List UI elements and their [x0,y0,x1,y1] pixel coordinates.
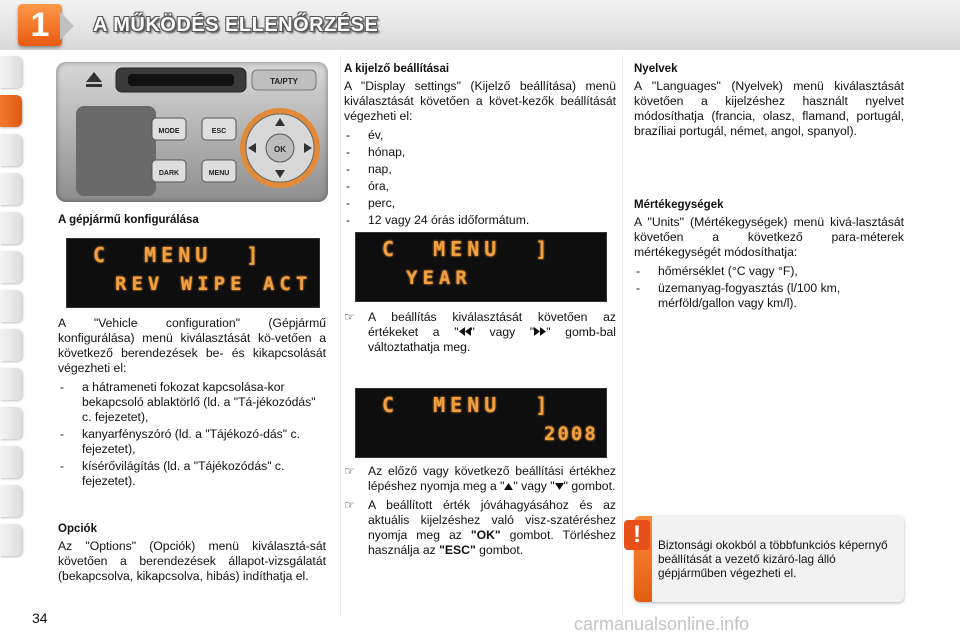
lcd-display-value [355,388,607,458]
list-item: - hónap, [344,145,616,160]
languages-section [634,62,904,143]
note-text: " vagy " [513,479,555,493]
side-tab[interactable] [0,134,22,166]
mode-button-label: MODE [158,128,180,135]
lcd-line-1: C MENU ] [93,243,264,267]
side-tab[interactable] [0,251,22,283]
display-settings-intro: A "Display settings" (Kijelző beállítása) menü kiválasztását követően a követ-kezők beállítását végezheti el: [344,79,616,123]
display-settings-heading: A kijelző beállításai [344,63,450,75]
chapter-arrow-icon [60,12,74,40]
lcd-line-1: C MENU ] [382,237,553,261]
control-panel-illustration [56,62,328,202]
list-item: - év, [344,128,616,143]
bullet-note [344,464,616,494]
column-divider [622,55,623,615]
ok-button-label: OK [274,145,286,154]
list-item: - kanyarfényszóró (ld. a "Tájékozó-dás" c. fejezetet), [58,427,326,457]
list-item: - nap, [344,162,616,177]
side-tab[interactable] [0,524,22,556]
dark-button-label: DARK [158,170,180,177]
languages-text: A "Languages" (Nyelvek) menü kiválasztását követően a kijelzéshez használt nyelvet módosíthatja (francia, olasz, flamand, portugál, brazíliai portugál, német, angol, spanyol). [634,79,904,138]
esc-button-label: ESC [211,128,227,135]
lcd-display-year [355,232,607,302]
list-item: - üzemanyag-fogyasztás (l/100 km, mérföld/gallon vagy km/l). [634,281,904,311]
side-tab[interactable] [0,212,22,244]
chapter-side-tabs [0,56,28,563]
options-text: Az "Options" (Opciók) menü kiválasztá-sát követően a berendezések állapot-vizsgálatát (bekapcsolva, kikapcsolva, hibás) indíthatja el. [58,539,326,583]
languages-heading: Nyelvek [634,63,678,75]
warning-text: Biztonsági okokból a többfunkciós képernyő beállítását a vezető kizáró-lag álló gépjárműben végezheti el. [658,538,888,580]
esc-button-ref: "ESC" [439,543,476,557]
options-section [58,522,326,588]
note-text: " gomb-bal változtathatja meg. [368,325,616,354]
watermark: carmanualsonline.info [574,614,750,634]
column-vehicle-config [58,213,326,230]
side-tab[interactable] [0,446,22,478]
list-item: - hőmérséklet (°C vagy °F), [634,264,904,279]
note-text: " vagy " [470,325,535,339]
units-list [634,264,904,311]
lcd-display-vehicle-config [66,238,320,308]
page-number: 34 [32,610,48,626]
units-heading: Mértékegységek [634,199,724,211]
side-tab[interactable] [0,290,22,322]
lcd-line-2: REV WIPE ACT [115,273,313,295]
lcd-line-2: YEAR [406,267,472,289]
note-text: A beállított érték jóváhagyásához és az aktuális kijelzéshez való visz-szatéréshez nyomja meg az [368,498,616,542]
side-tab[interactable] [0,485,22,517]
list-item: - óra, [344,179,616,194]
list-item: - a hátrameneti fokozat kapcsolása-kor bekapcsoló ablaktörlő (ld. a "Tá-jékozódás" c. fejezetet), [58,380,326,425]
list-item: - kísérővilágítás (ld. a "Tájékozódás" c. fejezetet). [58,459,326,489]
note-change-value [344,310,616,359]
side-tab[interactable] [0,407,22,439]
notes-navigation [344,464,616,562]
control-panel-svg [56,62,328,202]
chapter-number-tab: 1 [18,4,62,46]
down-arrow-icon [555,479,564,493]
note-text: gombot. [475,543,524,557]
column-divider [340,55,341,615]
column-display-settings [344,62,616,230]
list-item: - perc, [344,196,616,211]
vehicle-config-text [58,316,326,491]
list-item: - 12 vagy 24 órás időformátum. [344,213,616,228]
eject-icon [86,72,102,82]
display-settings-list [344,128,616,228]
units-section [634,198,904,313]
units-text: A "Units" (Mértékegységek) menü kivá-lasztását követően a következő para-méterek mértékegységét módosíthatja: [634,215,904,259]
side-tab[interactable] [0,173,22,205]
side-tab[interactable] [0,368,22,400]
vehicle-config-intro: A "Vehicle configuration" (Gépjármű konfigurálása) menü kiválasztását kö-vetően a következő berendezések be- és kikapcsolását végezheti el: [58,316,326,375]
section-heading: A gépjármű konfigurálása [58,214,199,226]
note-text: Az előző vagy következő beállítási értékhez lépéshez nyomja meg a " [368,464,616,493]
bullet-note [344,498,616,558]
ok-button-ref: "OK" [470,528,501,542]
options-heading: Opciók [58,523,97,535]
rewind-arrow-icon [459,325,471,339]
side-tab[interactable] [0,329,22,361]
note-text: A beállítás kiválasztását követően az értékeket a " [368,310,616,339]
hand-pointer-icon: ☞ [344,464,355,478]
hand-pointer-icon: ☞ [344,498,355,512]
vehicle-config-list [58,380,326,489]
note-text: " gombot. [563,479,616,493]
forward-arrow-icon [534,325,546,339]
lcd-line-2: 2008 [544,423,598,445]
warning-icon: ! [624,520,650,550]
note-text: gombot. Törléshez használja az [368,528,616,557]
bullet-note [344,310,616,355]
lcd-line-1: C MENU ] [382,393,553,417]
menu-button-label: MENU [208,170,230,177]
side-tab[interactable] [0,56,22,88]
page-title: A MŰKÖDÉS ELLENŐRZÉSE [93,14,379,36]
ta-pty-button-label: TA/PTY [270,77,298,86]
side-tab-active[interactable] [0,95,22,127]
hand-pointer-icon: ☞ [344,310,355,324]
